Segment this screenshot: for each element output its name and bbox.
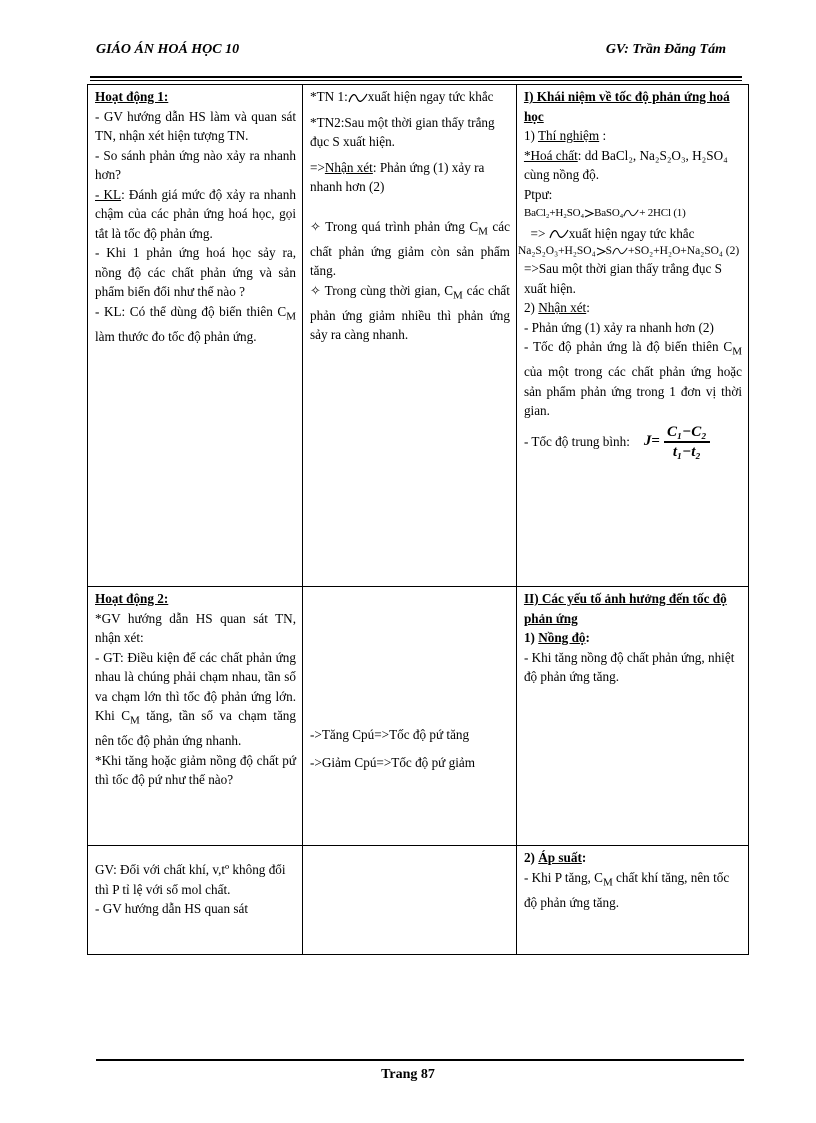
student-activity-cell — [303, 846, 517, 955]
activity-text: GV: Đối với chất khí, v,tº không đổi thì P tỉ lệ với số mol chất. — [95, 862, 286, 897]
subsection-title: 2) Nhận xét: — [523, 300, 590, 315]
teacher-activity-cell — [88, 85, 303, 587]
activity-text: - GV hướng dẫn HS quan sát — [95, 901, 249, 916]
remark-text: - Phản ứng (1) xảy ra nhanh hơn (2) — [523, 319, 714, 335]
precipitate-icon — [612, 246, 628, 256]
header-rule-thin — [90, 80, 742, 81]
footer-rule — [96, 1059, 744, 1061]
answer-text: ->Giảm Cpú=>Tốc độ pứ giảm — [310, 754, 475, 770]
header-title: GIÁO ÁN HOÁ HỌC 10 — [96, 42, 240, 57]
subsection-title: 1) Nồng độ: — [523, 630, 590, 645]
activity-title: Hoạt động 1: — [95, 89, 169, 104]
precipitate-icon — [623, 208, 639, 218]
activity-text: - Khi 1 phản ứng hoá học sảy ra, nồng độ các chất phản ứng và sản phẩm biến đổi như thế nào ? — [95, 245, 296, 299]
answer-text: ->Tăng Cpú=>Tốc độ pứ tăng — [310, 727, 470, 742]
content-text: - Khi P tăng, $C_M$ chất khí tăng, nên tốc độ phản ứng tăng. — [523, 869, 730, 910]
observation-note: =>Nhận xét: Phản ứng (1) xảy ra nhanh hơn (2) — [310, 159, 485, 194]
chemicals-text: *Hoá chất: dd BaCl₂, Na₂S₂O₃, H₂SO₄ cùng nồng độ. — [523, 147, 728, 182]
conclusion-text: - KL: Có thể dùng độ biến thiên $C_M$ làm thước đo tốc độ phản ứng. — [95, 303, 296, 344]
precipitate-icon — [549, 228, 569, 240]
student-activity-cell — [303, 85, 517, 587]
equation-note: =>Sau một thời gian thấy trắng đục S xuất hiện. — [523, 261, 722, 296]
lesson-table — [87, 84, 749, 955]
table-row — [88, 587, 749, 846]
experiment-note: *TN2:Sau một thời gian thấy trắng đục S xuất hiện. — [310, 114, 495, 149]
header-author: GV: Trần Đăng Tám — [605, 42, 726, 57]
definition-text: - Tốc độ phản ứng là độ biến thiên $C_M$ của một trong các chất phản ứng hoặc sản phẩm phản ứng trong 1 đơn vị thời gian. — [523, 339, 742, 419]
activity-question: *Khi tăng hoặc giảm nồng độ chất pứ thì tốc độ pứ như thế nào? — [95, 752, 296, 788]
equation-note: => xuất hiện ngay tức khắc — [523, 225, 695, 241]
content-cell — [516, 846, 748, 955]
equation-1: BaCl₂+H₂SO₄ BaSO₄ + 2HCl (1) — [523, 207, 686, 219]
teacher-activity-cell — [88, 587, 303, 846]
header-rule — [90, 76, 742, 78]
subsection-title: 2) Áp suất: — [523, 850, 587, 865]
teacher-activity-cell — [88, 846, 303, 955]
observation-note: ✧ Trong cùng thời gian, $C_M$ các chất phản ứng giảm nhiều thì phản ứng sảy ra càng nhanh. — [310, 282, 510, 343]
arrow-icon — [584, 209, 594, 218]
section-title: I) Khái niệm về tốc độ phản ứng hoá học — [523, 89, 730, 124]
equation-label: Ptpư: — [523, 186, 553, 202]
average-rate-formula: - Tốc độ trung bình: J = $\frac{\text{C₁−C₂}}{\text{t₁−t₂}}$ — [524, 423, 742, 461]
observation-note: ✧ Trong quá trình phản ứng $C_M$ các chất phản ứng giảm còn sản phẩm tăng. — [310, 218, 510, 279]
activity-text: - GT: Điều kiện để các chất phản ứng nhau là chúng phải chạm nhau, tần số va chạm lớn thì tốc độ phản ứng lớn. Khi $C_M$ tăng, tần số va chạm tăng nên tốc độ phản ứng nhanh. — [95, 649, 296, 749]
page-number: Trang 87 — [381, 1067, 435, 1082]
precipitate-icon — [348, 92, 368, 104]
content-cell — [516, 85, 748, 587]
table-row — [88, 846, 749, 955]
table-row — [88, 85, 749, 587]
conclusion-text: - KL: Đánh giá mức độ xảy ra nhanh chậm của các phản ứng hoá học, gọi tắt là tốc độ phản ứng. — [95, 186, 296, 241]
activity-text: - So sánh phản ứng nào xảy ra nhanh hơn? — [95, 147, 296, 182]
content-cell — [516, 587, 748, 846]
activity-text: - GV hướng dẫn HS làm và quan sát TN, nhận xét hiện tượng TN. — [95, 108, 296, 143]
experiment-note: *TN 1: xuất hiện ngay tức khắc — [310, 89, 494, 104]
activity-title: Hoạt động 2: — [95, 591, 169, 606]
arrow-icon — [596, 247, 606, 256]
content-text: - Khi tăng nồng độ chất phản ứng, nhiệt độ phản ứng tăng. — [523, 649, 735, 684]
student-activity-cell — [303, 587, 517, 846]
section-title: II) Các yếu tố ảnh hưởng đến tốc độ phản ứng — [523, 591, 727, 626]
subsection-title: 1) Thí nghiệm : — [523, 128, 607, 143]
equation-2: Na₂S₂O₃+H₂SO₄ S +SO₂+H₂O+Na₂SO₄ (2) — [517, 245, 740, 257]
activity-text: *GV hướng dẫn HS quan sát TN, nhận xét: — [95, 610, 296, 645]
